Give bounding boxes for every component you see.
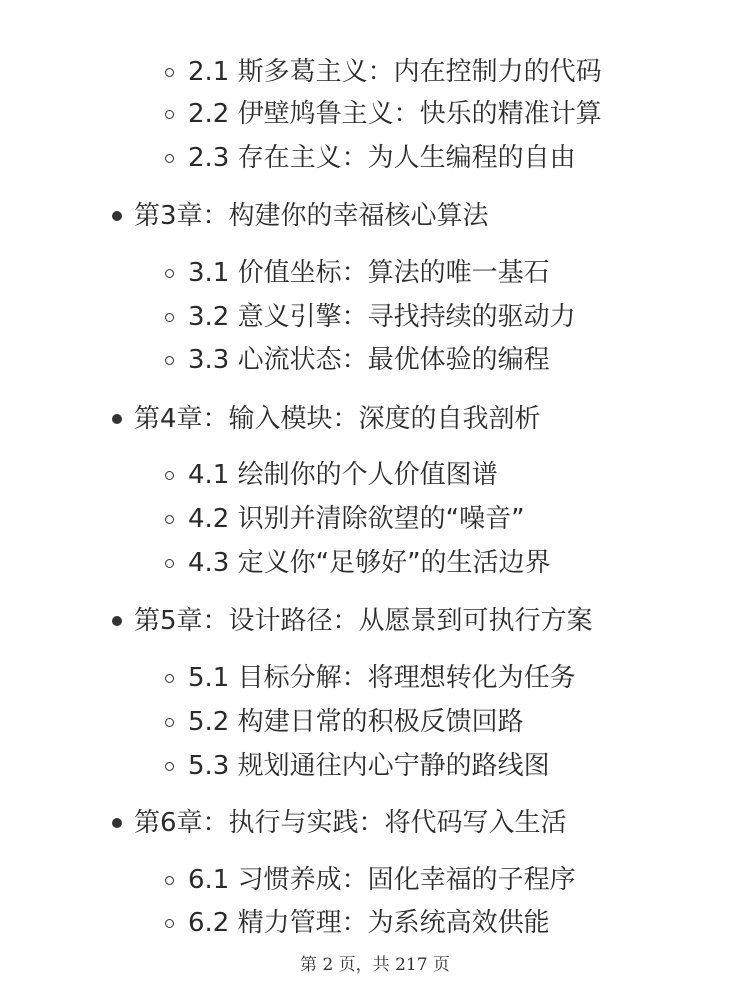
toc-subsection: 5.3 规划通往内心宁静的路线图 [188,751,550,781]
hollow-bullet-icon [165,718,174,727]
hollow-bullet-icon [165,68,174,77]
hollow-bullet-icon [165,154,174,163]
toc-chapter: 第6章：执行与实践：将代码写入生活 [134,808,567,838]
hollow-bullet-icon [165,110,174,119]
toc-chapter: 第5章：设计路径：从愿景到可执行方案 [134,606,593,636]
hollow-bullet-icon [165,269,174,278]
page-number-footer: 第 2 页，共 217 页 [300,955,450,975]
hollow-bullet-icon [165,876,174,885]
toc-subsection: 3.2 意义引擎：寻找持续的驱动力 [188,302,576,332]
toc-subsection: 4.2 识别并清除欲望的“噪音” [188,504,525,534]
toc-subsection: 5.2 构建日常的积极反馈回路 [188,707,524,737]
toc-subsection: 6.2 精力管理：为系统高效供能 [188,908,550,938]
toc-subsection: 3.1 价值坐标：算法的唯一基石 [188,258,550,288]
toc-subsection: 3.3 心流状态：最优体验的编程 [188,345,550,375]
solid-bullet-icon [112,211,122,221]
toc-subsection: 2.3 存在主义：为人生编程的自由 [188,143,576,173]
hollow-bullet-icon [165,762,174,771]
toc-subsection: 2.2 伊壁鸠鲁主义：快乐的精准计算 [188,99,602,129]
solid-bullet-icon [112,616,122,626]
toc-chapter: 第3章：构建你的幸福核心算法 [134,201,489,231]
toc-subsection: 6.1 习惯养成：固化幸福的子程序 [188,865,576,895]
toc-subsection: 4.3 定义你“足够好”的生活边界 [188,548,551,578]
hollow-bullet-icon [165,515,174,524]
hollow-bullet-icon [165,471,174,480]
toc-subsection: 5.1 目标分解：将理想转化为任务 [188,663,576,693]
hollow-bullet-icon [165,356,174,365]
hollow-bullet-icon [165,559,174,568]
toc-subsection: 4.1 绘制你的个人价值图谱 [188,460,498,490]
toc-subsection: 2.1 斯多葛主义：内在控制力的代码 [188,57,602,87]
solid-bullet-icon [112,818,122,828]
hollow-bullet-icon [165,313,174,322]
toc-chapter: 第4章：输入模块：深度的自我剖析 [134,404,541,434]
hollow-bullet-icon [165,674,174,683]
hollow-bullet-icon [165,919,174,928]
solid-bullet-icon [112,414,122,424]
